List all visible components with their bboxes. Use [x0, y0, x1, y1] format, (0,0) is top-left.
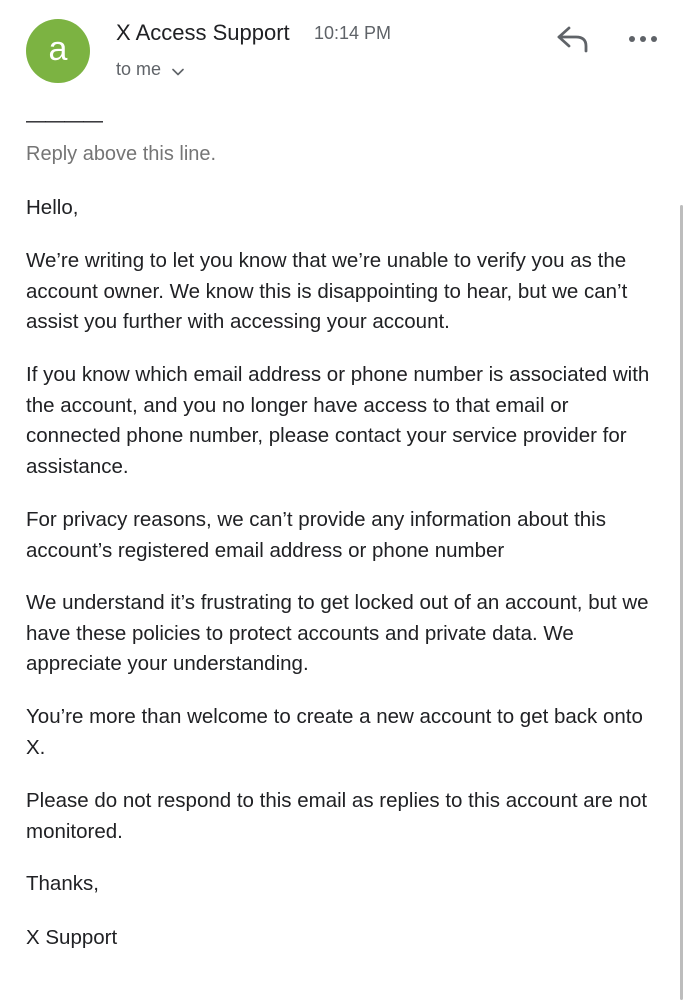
- email-paragraph: If you know which email address or phone number is associated with the account, and you no longer have access to that email or connected phone number, please contact your service provider for assistance.: [26, 363, 650, 478]
- reply-icon: [554, 43, 592, 60]
- email-paragraph: Please do not respond to this email as replies to this account are not monitored.: [26, 789, 648, 843]
- email-header: [0, 0, 688, 100]
- more-options-button[interactable]: [626, 26, 660, 52]
- more-options-icon: [626, 39, 660, 56]
- scrollbar[interactable]: [680, 205, 683, 1000]
- recipient-details-toggle[interactable]: [116, 59, 184, 81]
- chevron-down-icon: [172, 60, 184, 81]
- email-paragraph: For privacy reasons, we can’t provide any information about this account’s registered email address or phone number: [26, 508, 606, 562]
- email-greeting: Hello,: [26, 196, 79, 219]
- email-paragraph: You’re more than welcome to create a new account to get back onto X.: [26, 705, 643, 759]
- sender-avatar[interactable]: a: [26, 19, 90, 83]
- email-timestamp: 10:14 PM: [314, 23, 392, 43]
- recipient-label: to me: [116, 59, 162, 79]
- email-signature: X Support: [26, 926, 118, 949]
- email-paragraph: We’re writing to let you know that we’re unable to verify you as the account owner. We know this is disappointing to hear, but we can’t assist you further with accessing your account.: [26, 249, 628, 333]
- reply-button[interactable]: [554, 22, 592, 56]
- email-paragraph: We understand it’s frustrating to get locked out of an account, but we have these policies to protect accounts and private data. We appreciate your understanding.: [26, 591, 649, 675]
- reply-above-hint: Reply above this line.: [26, 143, 217, 165]
- reply-separator: ————: [26, 110, 102, 132]
- email-closing: Thanks,: [26, 872, 99, 895]
- sender-name: X Access Support: [116, 20, 290, 45]
